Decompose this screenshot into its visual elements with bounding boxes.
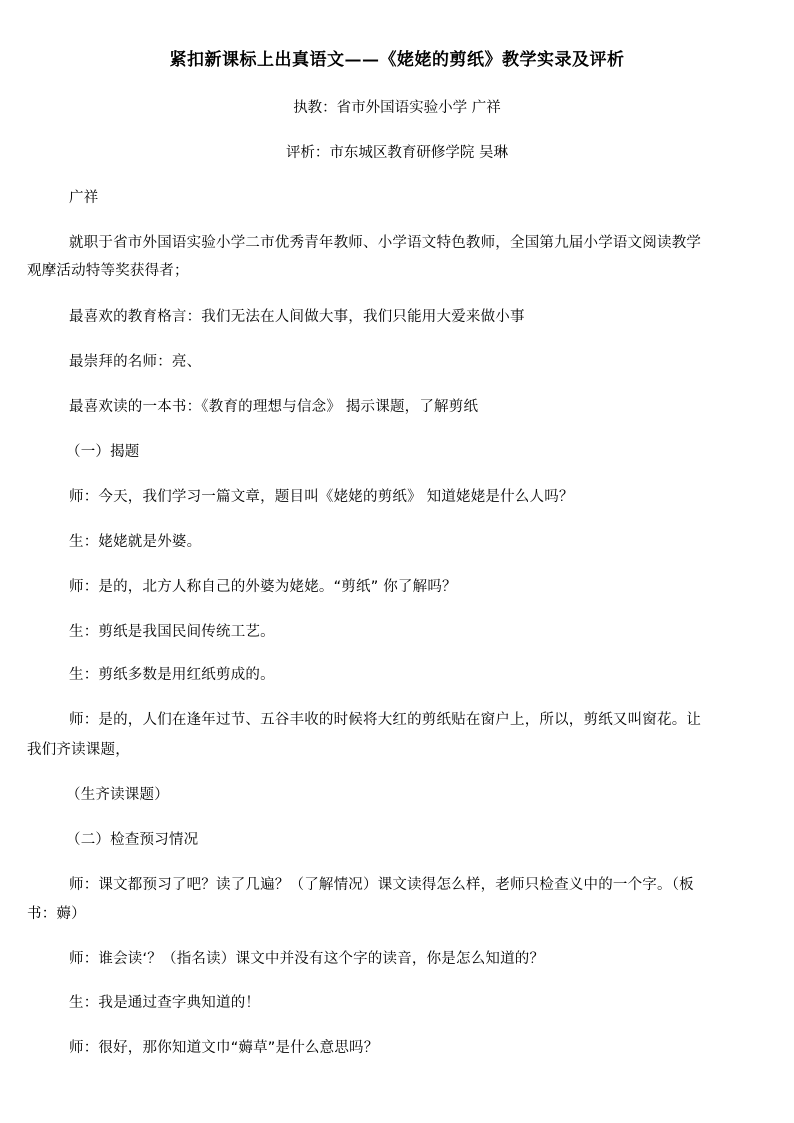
reviewer-line: 评析：市东城区教育研修学院 吴琳	[285, 145, 509, 161]
dialogue-line-1: 师：课文都预习了吧？读了几遍？（了解情况）课文读得怎么样，老师只检查义中的一个字。（板	[69, 877, 694, 893]
dialogue-line-2: 我们齐读课题，	[27, 742, 130, 758]
paragraph-admired-teacher: 最崇拜的名师：亮、	[69, 354, 202, 370]
document-title: 紧扣新课标上出真语文——《姥姥的剪纸》教学实录及评析	[169, 50, 625, 70]
dialogue-line: 生：姥姥就是外婆。	[69, 534, 202, 550]
dialogue-line: 师：是的，北方人称自己的外婆为姥姥。“剪纸” 你了解吗？	[69, 579, 457, 595]
dialogue-line: 师：今天，我们学习一篇文章，题目叫《姥姥的剪纸》 知道姥姥是什么人吗？	[69, 489, 574, 505]
stage-direction: （生齐读课题）	[66, 787, 169, 803]
dialogue-line: 生：剪纸多数是用红纸剪成的。	[69, 667, 275, 683]
dialogue-line-1: 师：是的，人们在逢年过节、五谷丰收的时候将大红的剪纸贴在窗户上，所以，剪纸又叫窗花。让	[69, 712, 702, 728]
teacher-line: 执教：省市外国语实验小学 广祥	[293, 100, 501, 116]
dialogue-line-2: 书：薅）	[27, 906, 86, 922]
dialogue-line: 师：很好，那你知道文巾“薅草”是什么意思吗？	[69, 1040, 379, 1056]
section-heading-2: （二）检查预习情况	[66, 832, 199, 848]
paragraph-motto: 最喜欢的教育格言：我们无法在人间做大事，我们只能用大爱来做小事	[69, 309, 525, 325]
dialogue-line: 师：谁会读‘？（指名读）课文中并没有这个字的读音，你是怎么知道的？	[69, 951, 545, 967]
dialogue-line: 生：我是通过查字典知道的！	[69, 995, 261, 1011]
paragraph-favorite-book: 最喜欢读的一本书：《教育的理想与信念》 揭示课题，了解剪纸	[69, 399, 479, 415]
section-heading-1: （一）揭题	[66, 444, 140, 460]
paragraph-bio-line1: 就职于省市外国语实验小学二市优秀青年教师、小学语文特色教师，全国第九届小学语文阅读教学	[69, 235, 702, 251]
dialogue-line: 生：剪纸是我国民间传统工艺。	[69, 624, 275, 640]
paragraph-name: 广祥	[69, 190, 99, 206]
paragraph-bio-line2: 观摩活动特等奖获得者；	[27, 263, 189, 279]
